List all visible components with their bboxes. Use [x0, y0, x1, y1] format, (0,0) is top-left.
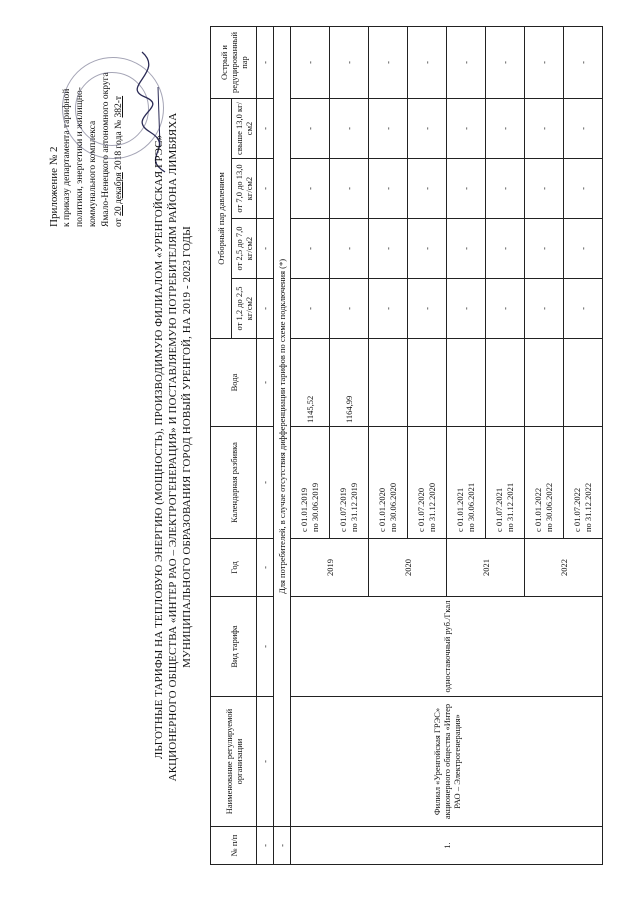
- rotated-page: [40, 17, 600, 877]
- row-period: с 01.07.2019 по 31.12.2019: [330, 427, 369, 539]
- appendix-line: Ямало-Ненецкого автономного округа: [101, 72, 111, 227]
- table-row: с 01.07.2022 по 31.12.2022 - - - - -: [564, 26, 603, 864]
- row-num: 1.: [291, 827, 603, 865]
- appendix-line: к приказу департамента тарифной: [62, 88, 72, 227]
- appendix-line: политики, энергетики и жилищно-: [75, 87, 85, 227]
- dash-row: - - - - - - - - - - -: [257, 26, 274, 864]
- row-period: с 01.07.2021 по 31.12.2021: [486, 427, 525, 539]
- row-period: с 01.01.2021 по 30.06.2021: [447, 427, 486, 539]
- row-year: 2021: [447, 539, 525, 597]
- appendix-date-line: от 20 декабря 2018 года № 382-т: [114, 95, 124, 227]
- row-water: [447, 339, 486, 427]
- document-title: ЛЬГОТНЫЕ ТАРИФЫ НА ТЕПЛОВУЮ ЭНЕРГИЮ (МОЩНОСТЬ), ПРОИЗВОДИМУЮ ФИЛИАЛОМ «УРЕНГОЙСКАЯ ГРЭС» АКЦИОНЕРНОГО ОБЩЕСТВА «ИНТЕР РАО – ЭЛЕКТРОГЕНЕРАЦИЯ» И ПОСТАВЛЯЕМУЮ ПОТРЕБИТЕЛЯМ РАЙОНА ЛИМБЯЯХА МУНИЦИПАЛЬНОГО ОБРАЗОВАНИЯ ГОРОД НОВЫЙ УРЕНГОЙ, НА 2019 - 2023 ГОДЫ: [153, 112, 193, 782]
- header-steam-col: от 2,5 до 7,0 кг/см2: [232, 219, 257, 279]
- header-hot-steam: Острый и редуцированный пар: [211, 26, 257, 98]
- row-water: 1164,99: [330, 339, 369, 427]
- row-water: [564, 339, 603, 427]
- table-row: с 01.07.2019 по 31.12.2019 1164,99 - - - - -: [330, 26, 369, 864]
- row-year: 2019: [291, 539, 369, 597]
- row-water: [486, 339, 525, 427]
- header-water: Вода: [211, 339, 257, 427]
- header-steam: Отборный пар давлением: [211, 98, 232, 338]
- row-water: 1145,52: [291, 339, 330, 427]
- header-num: № п/п: [211, 827, 257, 865]
- tariff-table: [210, 26, 603, 865]
- row-period: с 01.01.2020 по 30.06.2020: [369, 427, 408, 539]
- header-tariff: Вид тарифа: [211, 597, 257, 697]
- appendix-line: коммунального комплекса: [88, 120, 98, 227]
- header-steam-col: от 7,0 до 13,0 кг/см2: [232, 159, 257, 219]
- table-row: 1. Филиал «Уренгойская ГРЭС» акционерного общества «Интер РАО – Электрогенерация» одноставочный руб./Гкал 2019 с 01.01.2019 по 30.06.2019 1145,52 - - - - -: [291, 26, 330, 864]
- appendix-title: Приложение № 2: [48, 146, 60, 227]
- row-org: Филиал «Уренгойская ГРЭС» акционерного общества «Интер РАО – Электрогенерация»: [291, 697, 603, 827]
- table-header-row: [211, 26, 232, 864]
- row-period: с 01.01.2019 по 30.06.2019: [291, 427, 330, 539]
- header-steam-col: от 1,2 до 2,5 кг/см2: [232, 279, 257, 339]
- header-year: Год: [211, 539, 257, 597]
- table-row: с 01.07.2021 по 31.12.2021 - - - - -: [486, 26, 525, 864]
- header-steam-col: свыше 13,0 кг/см2: [232, 98, 257, 158]
- row-water: [408, 339, 447, 427]
- row-period: с 01.01.2022 по 30.06.2022: [525, 427, 564, 539]
- header-org: Наименование регулируемой организации: [211, 697, 257, 827]
- order-number: 382-т: [114, 95, 124, 118]
- row-year: 2022: [525, 539, 603, 597]
- table-row: с 01.07.2020 по 31.12.2020 - - - - -: [408, 26, 447, 864]
- row-tariff: одноставочный руб./Гкал: [291, 597, 603, 697]
- row-year: 2020: [369, 539, 447, 597]
- table-row: 2022 с 01.01.2022 по 30.06.2022 - - - - -: [525, 26, 564, 864]
- section-row: - Для потребителей, в случае отсутствия дифференциации тарифов по схеме подключения (*): [274, 26, 291, 864]
- section-note: Для потребителей, в случае отсутствия дифференциации тарифов по схеме подключения (*): [274, 26, 291, 826]
- table-row: 2020 с 01.01.2020 по 30.06.2020 - - - - -: [369, 26, 408, 864]
- header-period: Календарная разбивка: [211, 427, 257, 539]
- appendix-date: 20 декабря: [114, 172, 124, 216]
- row-period: с 01.07.2022 по 31.12.2022: [564, 427, 603, 539]
- row-water: [369, 339, 408, 427]
- row-period: с 01.07.2020 по 31.12.2020: [408, 427, 447, 539]
- row-water: [525, 339, 564, 427]
- table-row: 2021 с 01.01.2021 по 30.06.2021 - - - - -: [447, 26, 486, 864]
